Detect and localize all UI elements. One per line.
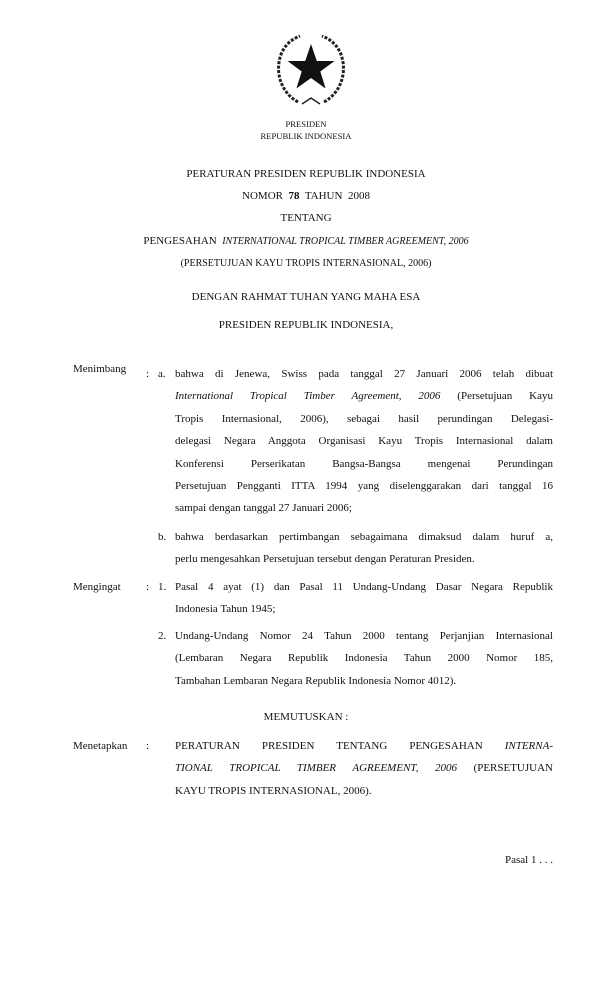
text: Pasal 4 ayat (1) dan Pasal 11 Undang-Undang Dasar Negara Republik bbox=[175, 581, 553, 593]
item-text bbox=[175, 576, 553, 621]
text-line bbox=[175, 670, 553, 692]
text: PERATURAN PRESIDEN TENTANG PENGESAHAN bbox=[175, 740, 505, 752]
text: Undang-Undang Nomor 24 Tahun 2000 tentang Perjanjian Internasional bbox=[175, 630, 553, 642]
text-line bbox=[175, 526, 553, 548]
text-line bbox=[175, 385, 553, 407]
text: bahwa di Jenewa, Swiss pada tanggal 27 Januari 2006 telah dibuat bbox=[175, 368, 553, 380]
text-line bbox=[175, 363, 553, 385]
text: Persetujuan Pengganti ITTA 1994 yang diselenggarakan dari tanggal 16 bbox=[175, 479, 553, 492]
section-label: Menetapkan bbox=[73, 740, 128, 752]
text-line bbox=[175, 780, 553, 802]
text: perlu mengesahkan Persetujuan tersebut dengan Peraturan Presiden. bbox=[175, 553, 475, 566]
next-page-marker: Pasal 1 . . . bbox=[505, 854, 553, 866]
text-line bbox=[175, 548, 553, 570]
text-line bbox=[175, 430, 553, 452]
colon: : bbox=[146, 581, 150, 593]
text-line bbox=[175, 576, 553, 598]
italic-text: International Tropical Timber Agreement, 2006 bbox=[175, 390, 441, 403]
item-marker: 2. bbox=[158, 630, 167, 642]
text: (Persetujuan Kayu bbox=[440, 390, 553, 403]
colon: : bbox=[146, 368, 150, 380]
text: Tropis Internasional, 2006), sebagai hasil perundingan Delegasi- bbox=[175, 412, 553, 425]
item-text bbox=[175, 526, 553, 571]
memutuskan-heading: MEMUTUSKAN : bbox=[263, 711, 349, 723]
presidential-seal-icon bbox=[272, 30, 350, 108]
tentang: TENTANG bbox=[280, 212, 332, 224]
text: KAYU TROPIS INTERNASIONAL, 2006). bbox=[175, 784, 372, 797]
regulation-title: PERATURAN PRESIDEN REPUBLIK INDONESIA bbox=[186, 168, 426, 180]
office-line-2: REPUBLIK INDONESIA bbox=[260, 131, 352, 141]
subject-prefix: PENGESAHAN bbox=[143, 235, 217, 247]
text: (PERSETUJUAN bbox=[457, 762, 553, 775]
section-label: Menimbang bbox=[73, 363, 127, 375]
office-line-1: PRESIDEN bbox=[285, 119, 327, 129]
text: Tambahan Lembaran Negara Republik Indonesia Nomor 4012). bbox=[175, 674, 457, 687]
tahun-value: 2008 bbox=[347, 190, 370, 202]
text-line bbox=[175, 757, 553, 779]
italic-text: INTERNA- bbox=[504, 740, 553, 752]
text: Indonesia Tahun 1945; bbox=[175, 603, 276, 616]
preamble-2: PRESIDEN REPUBLIK INDONESIA, bbox=[218, 319, 394, 331]
item-marker: b. bbox=[158, 531, 167, 543]
text: (Lembaran Negara Republik Indonesia Tahun 2000 Nomor 185, bbox=[175, 652, 553, 665]
regulation-number bbox=[0, 190, 612, 202]
item-marker: a. bbox=[158, 368, 166, 380]
tahun-label: TAHUN bbox=[304, 190, 343, 202]
item-text bbox=[175, 735, 553, 802]
section-label: Mengingat bbox=[73, 581, 121, 593]
subject bbox=[0, 235, 612, 247]
italic-text: TIONAL TROPICAL TIMBER AGREEMENT, 2006 bbox=[175, 762, 457, 775]
text-line bbox=[175, 735, 553, 757]
text-line bbox=[175, 497, 553, 519]
subject-italic: INTERNATIONAL TROPICAL TIMBER AGREEMENT, 2006 bbox=[222, 236, 469, 247]
item-text bbox=[175, 625, 553, 692]
subject-translation: (PERSETUJUAN KAYU TROPIS INTERNASIONAL, 2006) bbox=[180, 258, 432, 269]
item-text bbox=[175, 363, 553, 520]
text: bahwa berdasarkan pertimbangan sebagaimana dimaksud dalam huruf a, bbox=[175, 531, 553, 543]
item-marker: 1. bbox=[158, 581, 167, 593]
text-line bbox=[175, 475, 553, 497]
text: Konferensi Perserikatan Bangsa-Bangsa mengenai Perundingan bbox=[175, 457, 553, 470]
text-line bbox=[175, 625, 553, 647]
colon: : bbox=[146, 740, 150, 752]
text-line bbox=[175, 408, 553, 430]
text-line bbox=[175, 598, 553, 620]
text-line bbox=[175, 453, 553, 475]
nomor-label: NOMOR bbox=[242, 190, 283, 202]
preamble-1: DENGAN RAHMAT TUHAN YANG MAHA ESA bbox=[191, 291, 421, 303]
text: delegasi Negara Anggota Organisasi Kayu Tropis Internasional dalam bbox=[175, 435, 553, 448]
nomor-value: 78 bbox=[288, 190, 300, 202]
text: sampai dengan tanggal 27 Januari 2006; bbox=[175, 502, 352, 515]
text-line bbox=[175, 647, 553, 669]
